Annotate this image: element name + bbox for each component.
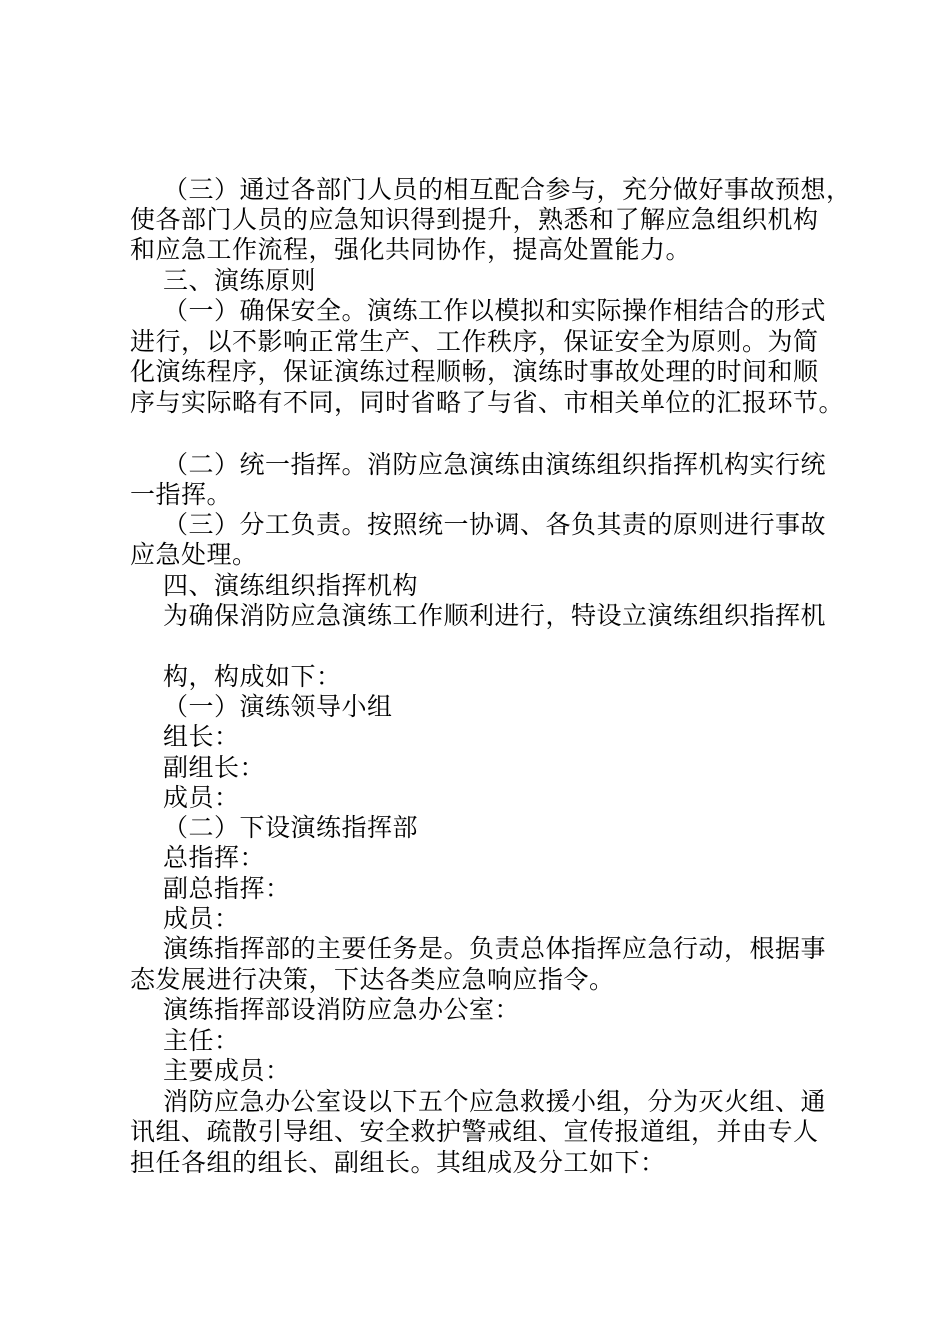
paragraph-line: 态发展进行决策，下达各类应急响应指令。 <box>130 965 615 994</box>
form-label: 主任： <box>163 1026 240 1055</box>
paragraph-line: 为确保消防应急演练工作顺利进行，特设立演练组织指挥机 <box>163 601 827 630</box>
section-heading: 三、演练原则 <box>163 266 317 295</box>
subsection-heading: （二）下设演练指挥部 <box>163 813 419 842</box>
section-heading: 四、演练组织指挥机构 <box>163 571 419 600</box>
form-label: 主要成员： <box>163 1056 291 1085</box>
paragraph-line: 担任各组的组长、副组长。其组成及分工如下： <box>130 1148 666 1177</box>
form-label: 总指挥： <box>163 843 266 872</box>
form-label: 组长： <box>163 722 240 751</box>
paragraph-line: 消防应急办公室设以下五个应急救援小组，分为灭火组、通 <box>163 1087 827 1116</box>
paragraph-line: 使各部门人员的应急知识得到提升，熟悉和了解应急组织机构 <box>130 205 819 234</box>
paragraph-line: （一）确保安全。演练工作以模拟和实际操作相结合的形式 <box>163 296 827 325</box>
form-label: 成员： <box>163 904 240 933</box>
paragraph-line: 和应急工作流程，强化共同协作，提高处置能力。 <box>130 235 692 264</box>
paragraph-line: 进行，以不影响正常生产、工作秩序，保证安全为原则。为简 <box>130 327 819 356</box>
form-label: 成员： <box>163 783 240 812</box>
form-label: 副组长： <box>163 753 266 782</box>
paragraph-line: 演练指挥部的主要任务是。负责总体指挥应急行动，根据事 <box>163 934 827 963</box>
paragraph-line: 一指挥。 <box>130 480 233 509</box>
form-label: 副总指挥： <box>163 874 291 903</box>
paragraph-line: 序与实际略有不同，同时省略了与省、市相关单位的汇报环节。 <box>130 388 845 417</box>
subsection-heading: （一）演练领导小组 <box>163 692 393 721</box>
paragraph-line: 讯组、疏散引导组、安全救护警戒组、宣传报道组，并由专人 <box>130 1117 819 1146</box>
paragraph-line: 演练指挥部设消防应急办公室： <box>163 995 521 1024</box>
paragraph-line: （二）统一指挥。消防应急演练由演练组织指挥机构实行统 <box>163 450 827 479</box>
paragraph-line: （三）分工负责。按照统一协调、各负其责的原则进行事故 <box>163 510 827 539</box>
paragraph-line: 化演练程序，保证演练过程顺畅，演练时事故处理的时间和顺 <box>130 357 819 386</box>
paragraph-line: （三）通过各部门人员的相互配合参与，充分做好事故预想， <box>163 175 852 204</box>
paragraph-line: 构，构成如下： <box>163 662 342 691</box>
paragraph-line: 应急处理。 <box>130 540 258 569</box>
